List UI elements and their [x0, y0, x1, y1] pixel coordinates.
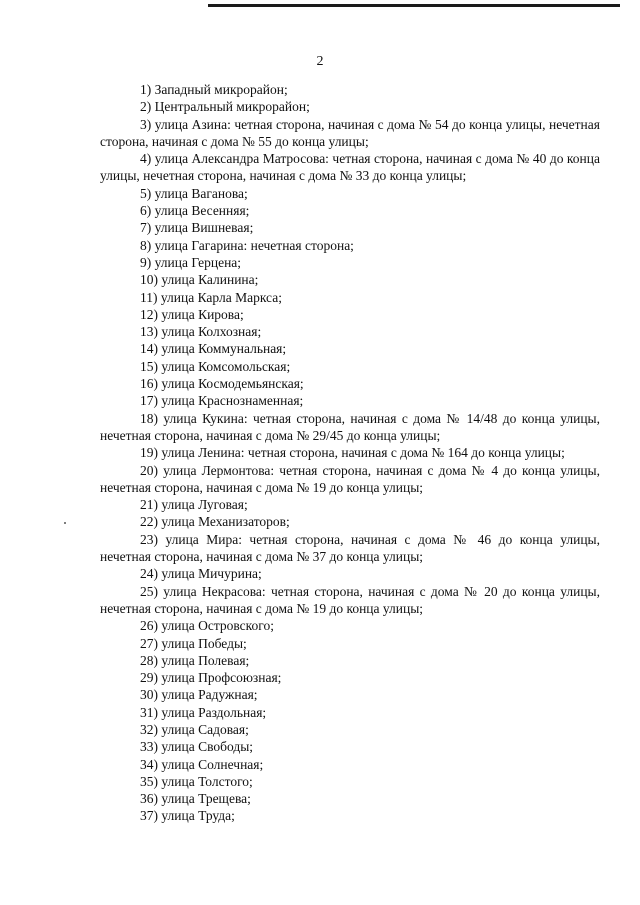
list-item: 3) улица Азина: четная сторона, начиная с дома № 54 до конца улицы, нечетная сторона, начиная с дома № 55 до конца улицы;: [100, 116, 600, 149]
list-item: 32) улица Садовая;: [140, 721, 249, 737]
list-item: 17) улица Краснознаменная;: [140, 393, 304, 409]
list-item: 23) улица Мира: четная сторона, начиная с дома № 46 до конца улицы, нечетная сторона, начиная с дома № 37 до конца улицы;: [100, 531, 600, 565]
list-item: 26) улица Островского;: [140, 618, 274, 634]
list-item: 22) улица Механизаторов;: [140, 514, 290, 530]
list-item: 7) улица Вишневая;: [140, 220, 254, 236]
list-item: 29) улица Профсоюзная;: [140, 670, 282, 686]
list-item: 35) улица Толстого;: [140, 773, 253, 789]
list-item: 30) улица Радужная;: [140, 687, 258, 703]
list-item: 4) улица Александра Матросова: четная сторона, начиная с дома № 40 до конца улицы, нечетная сторона, начиная с дома № 33 до конца улицы;: [100, 151, 600, 184]
list-item: 37) улица Труда;: [140, 808, 235, 824]
list-item: 11) улица Карла Маркса;: [140, 289, 282, 305]
top-rule: [208, 4, 620, 7]
list-item: 19) улица Ленина: четная сторона, начиная с дома № 164 до конца улицы;: [140, 445, 565, 461]
list-item: 16) улица Космодемьянская;: [140, 376, 304, 392]
list-item: 13) улица Колхозная;: [140, 324, 262, 340]
list-item: 15) улица Комсомольская;: [140, 358, 291, 374]
list-item: 36) улица Трещева;: [140, 791, 251, 807]
list-item: 14) улица Коммунальная;: [140, 341, 287, 357]
list-item: 6) улица Весенняя;: [140, 203, 250, 219]
list-item: 5) улица Ваганова;: [140, 185, 248, 201]
list-item: 9) улица Герцена;: [140, 254, 242, 270]
list-item: 12) улица Кирова;: [140, 306, 244, 322]
list-item: 34) улица Солнечная;: [140, 756, 264, 772]
list-item: 18) улица Кукина: четная сторона, начиная с дома № 14/48 до конца улицы, нечетная сторона, начиная с дома № 29/45 до конца улицы;: [100, 410, 600, 443]
document-body: [100, 81, 600, 825]
list-item: 2) Центральный микрорайон;: [140, 99, 310, 115]
list-item: 1) Западный микрорайон;: [140, 82, 288, 97]
scan-speck: [64, 522, 66, 524]
list-item: 31) улица Раздольная;: [140, 704, 267, 720]
list-item: 21) улица Луговая;: [140, 497, 248, 513]
list-item: 28) улица Полевая;: [140, 652, 250, 668]
list-item: 27) улица Победы;: [140, 635, 247, 651]
page-number: 2: [316, 54, 324, 69]
list-item: 33) улица Свободы;: [140, 739, 254, 755]
list-item: 10) улица Калинина;: [140, 272, 259, 288]
list-item: 25) улица Некрасова: четная сторона, начиная с дома № 20 до конца улицы, нечетная сторона, начиная с дома № 19 до конца улицы;: [100, 583, 600, 616]
list-item: 24) улица Мичурина;: [140, 566, 262, 582]
list-item: 8) улица Гагарина: нечетная сторона;: [140, 237, 354, 253]
list-item: 20) улица Лермонтова: четная сторона, начиная с дома № 4 до конца улицы, нечетная сторона, начиная с дома № 19 до конца улицы;: [100, 462, 600, 495]
